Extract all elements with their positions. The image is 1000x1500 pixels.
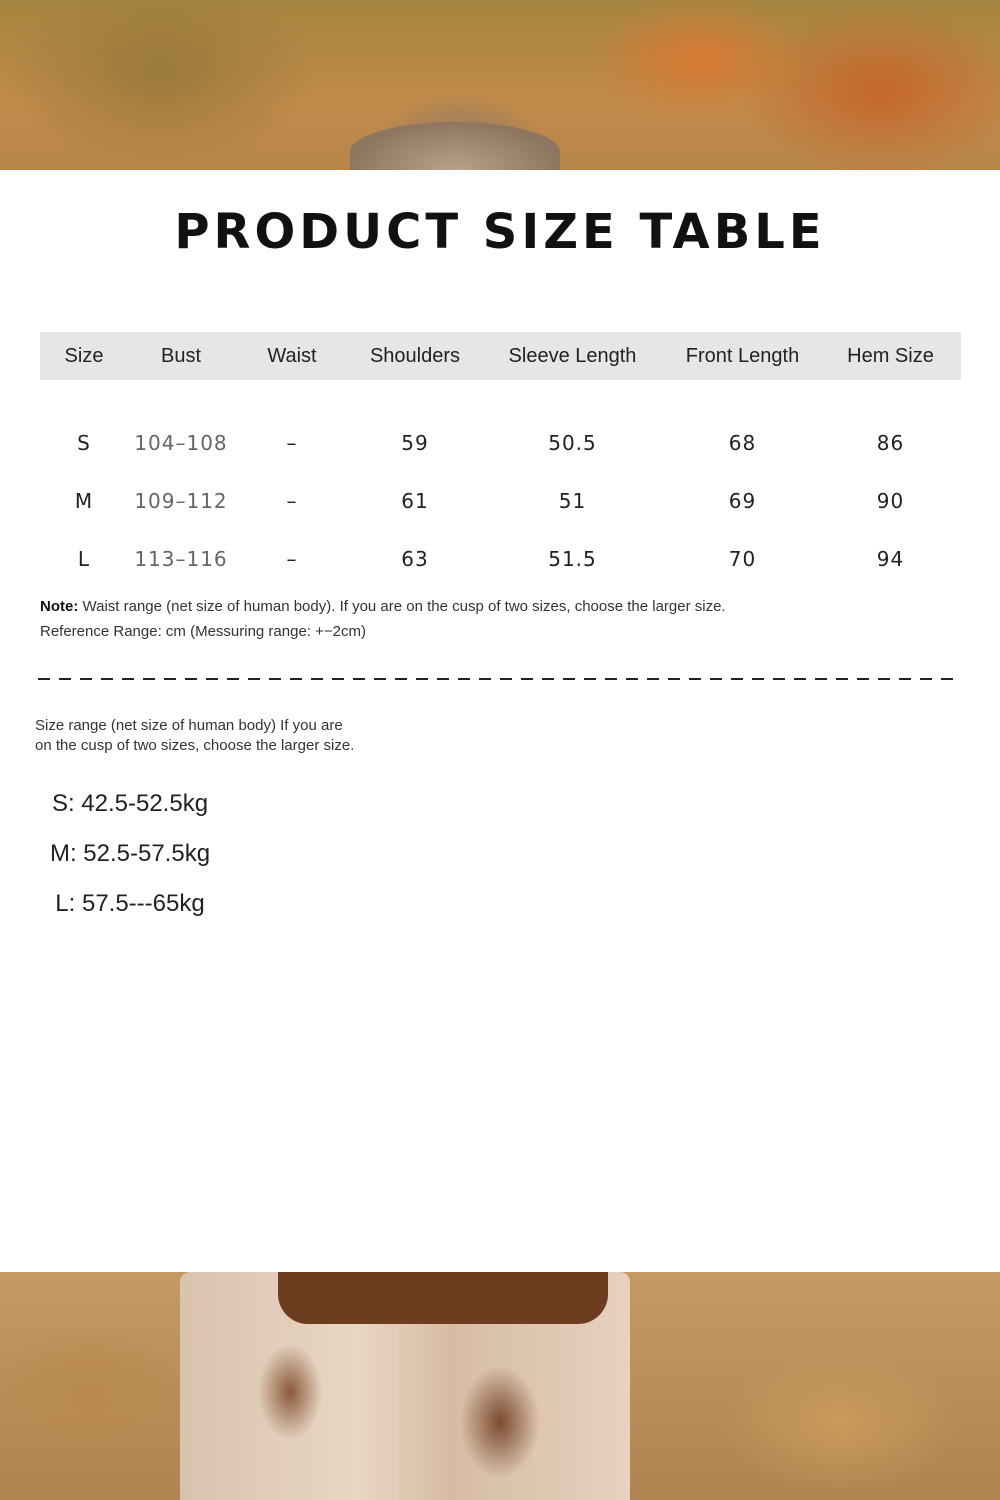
cell-size: L <box>77 547 91 571</box>
cell-bust: 104–108 <box>134 431 228 455</box>
cell-hem-size: 90 <box>876 489 905 513</box>
header-bust: Bust <box>128 332 234 380</box>
header-shoulders: Shoulders <box>350 332 480 380</box>
cell-shoulders: 61 <box>401 489 429 513</box>
cell-shoulders: 59 <box>401 431 429 455</box>
cell-front-length: 68 <box>728 431 757 455</box>
cell-bust: 109–112 <box>134 489 228 513</box>
reference-range-text: Reference Range: cm (Messuring range: +−2cm) <box>40 623 366 640</box>
note-block <box>40 594 726 644</box>
cell-sleeve-length: 51.5 <box>548 547 597 571</box>
weight-range-s: S: 42.5-52.5kg <box>51 790 209 817</box>
cell-front-length: 70 <box>728 547 757 571</box>
cell-bust: 113–116 <box>134 547 228 571</box>
cell-hem-size: 94 <box>876 547 905 571</box>
size-range-line-1: Size range (net size of human body) If you are <box>35 717 343 734</box>
table-row <box>40 380 961 472</box>
size-chart-card <box>0 170 1000 1272</box>
cell-size: M <box>74 489 94 513</box>
header-waist: Waist <box>234 332 350 380</box>
table-header-row <box>40 332 961 380</box>
size-table <box>40 332 961 588</box>
model-sweater-hem <box>278 1272 608 1324</box>
cell-waist: – <box>286 547 298 571</box>
cell-shoulders: 63 <box>401 547 429 571</box>
weight-range-l: L: 57.5---65kg <box>55 890 205 917</box>
cell-sleeve-length: 50.5 <box>548 431 597 455</box>
note-label: Note: <box>40 598 79 615</box>
cell-front-length: 69 <box>728 489 757 513</box>
weight-range-m: M: 52.5-57.5kg <box>49 840 211 867</box>
note-line <box>40 594 726 619</box>
header-front-length: Front Length <box>665 332 820 380</box>
cell-waist: – <box>286 489 298 513</box>
cell-size: S <box>77 431 91 455</box>
size-range-line-2: on the cusp of two sizes, choose the larger size. <box>35 737 355 754</box>
header-hem-size: Hem Size <box>820 332 961 380</box>
note-text: Waist range (net size of human body). If you are on the cusp of two sizes, choose the larger size. <box>82 598 726 615</box>
cell-hem-size: 86 <box>876 431 905 455</box>
header-size: Size <box>40 332 128 380</box>
table-row <box>40 472 961 530</box>
cell-waist: – <box>286 431 298 455</box>
header-sleeve-length: Sleeve Length <box>480 332 665 380</box>
cell-sleeve-length: 51 <box>558 489 587 513</box>
page-title: PRODUCT SIZE TABLE <box>174 204 826 260</box>
size-range-description <box>35 716 375 756</box>
dashed-divider <box>38 678 962 680</box>
table-row <box>40 530 961 588</box>
